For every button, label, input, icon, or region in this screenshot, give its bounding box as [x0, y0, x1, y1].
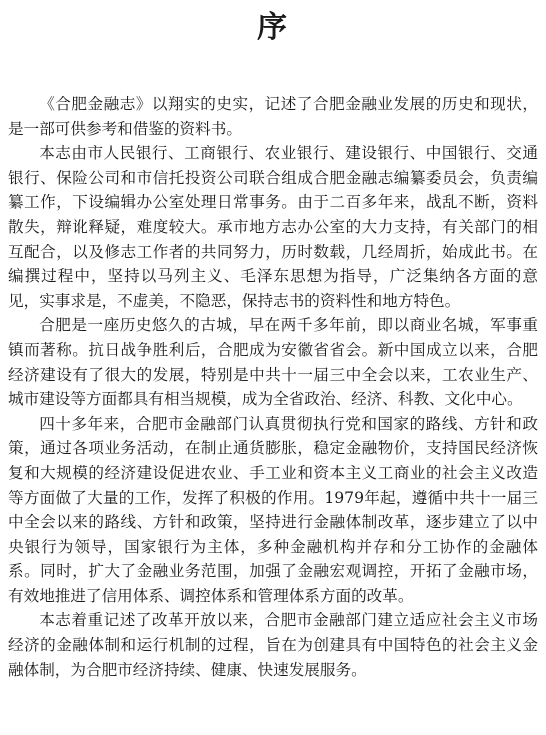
- page-title: 序: [257, 10, 289, 45]
- paragraph: 四十多年来，合肥市金融部门认真贯彻执行党和国家的路线、方针和政策，通过各项业务活动，在制止通货膨胀，稳定金融物价，支持国民经济恢复和大规模的经济建设促进农业、手工业和资本主义工商业的社会主义改造等方面做了大量的工作，发挥了积极的作用。1979年起，遵循中共十一届三中全会以来的路线、方针和政策，坚持进行金融体制改革，逐步建立了以中央银行为领导，国家银行为主体，多种金融机构并存和分工协作的金融体系。同时，扩大了金融业务范围，加强了金融宏观调控，开拓了金融市场，有效地推进了信用体系、调控体系和管理体系方面的改革。: [8, 414, 538, 605]
- paragraph: 《合肥金融志》以翔实的史实，记述了合肥金融业发展的历史和现状，是一部可供参考和借鉴的资料书。: [8, 95, 538, 138]
- preface-body: [8, 92, 538, 682]
- paragraph: 本志由市人民银行、工商银行、农业银行、建设银行、中国银行、交通银行、保险公司和市信托投资公司联合组成合肥金融志编纂委员会，负责编纂工作，下设编辑办公室处理日常事务。由于二百多年来，战乱不断，资料散失，辩讹释疑，难度较大。承市地方志办公室的大力支持，有关部门的相互配合，以及修志工作者的共同努力，历时数载，几经周折，始成此书。在编撰过程中，坚持以马列主义、毛泽东思想为指导，广泛集纳各方面的意见，实事求是，不虚美，不隐恶，保持志书的资料性和地方特色。: [8, 144, 538, 310]
- paragraph: 合肥是一座历史悠久的古城，早在两千多年前，即以商业名城，军事重镇而著称。抗日战争胜利后，合肥成为安徽省省会。新中国成立以来，合肥经济建设有了很大的发展，特别是中共十一届三中全会以来，工农业生产、城市建设等方面都具有相当规模，成为全省政治、经济、科教、文化中心。: [8, 316, 538, 409]
- paragraph: 本志着重记述了改革开放以来，合肥市金融部门建立适应社会主义市场经济的金融体制和运行机制的过程，旨在为创建具有中国特色的社会主义金融体制，为合肥市经济持续、健康、快速发展服务。: [8, 611, 538, 679]
